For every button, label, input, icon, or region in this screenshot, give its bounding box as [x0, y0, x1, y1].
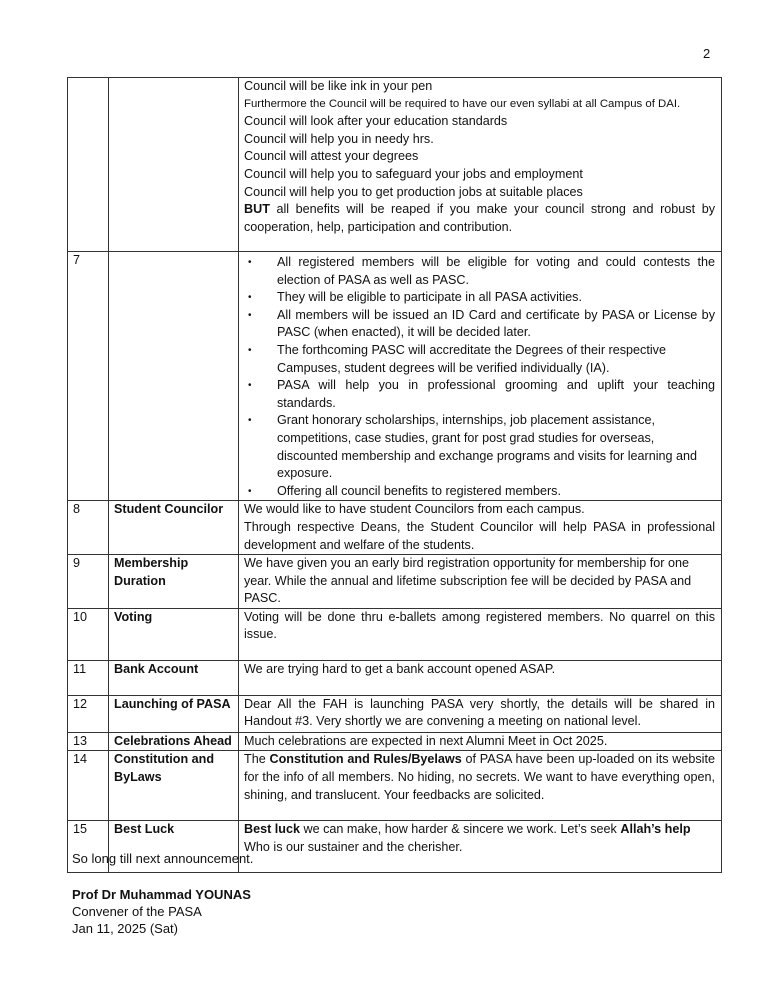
list-item-text: They will be eligible to participate in all PASA activities.	[277, 290, 582, 305]
signature-date: Jan 11, 2025 (Sat)	[72, 921, 178, 936]
bullet-icon: •	[248, 344, 252, 356]
row-content	[239, 608, 722, 660]
row-number: 13	[68, 732, 109, 751]
list-item-text: The forthcoming PASC will accreditate the Degrees of their respective Campuses, student degrees will be verified individually (IA).	[277, 342, 666, 375]
bullet-icon: •	[248, 415, 252, 427]
row-content	[239, 732, 722, 751]
row-topic	[109, 78, 239, 252]
bullet-icon: •	[248, 292, 252, 304]
bold-text: BUT	[244, 202, 270, 217]
bold-text: Constitution and Rules/Byelaws	[269, 752, 462, 767]
list-item	[244, 483, 715, 501]
row-content	[239, 501, 722, 555]
row-content	[239, 821, 722, 873]
bold-text: Allah’s help	[620, 822, 691, 837]
content-paragraph	[244, 751, 715, 804]
list-item	[244, 307, 715, 342]
row-topic: Membership Duration	[109, 555, 239, 609]
table-row	[68, 501, 722, 555]
content-paragraph	[244, 201, 715, 236]
row-topic: Student Councilor	[109, 501, 239, 555]
content-line: Council will help you to get production jobs at suitable places	[244, 184, 583, 199]
row-content	[239, 660, 722, 695]
row-content	[239, 751, 722, 821]
signatory-name: Prof Dr Muhammad YOUNAS	[72, 887, 251, 902]
list-item-text: All members will be issued an ID Card and certificate by PASA or License by PASC (when enacted), it will be decided later.	[277, 307, 715, 340]
row-topic: Launching of PASA	[109, 695, 239, 732]
row-number: 7	[68, 252, 109, 501]
row-number	[68, 78, 109, 252]
row-number: 14	[68, 751, 109, 821]
content-paragraph: We are trying hard to get a bank account opened ASAP.	[244, 661, 556, 676]
table-row	[68, 555, 722, 609]
bullet-icon: •	[248, 309, 252, 321]
row-number: 10	[68, 608, 109, 660]
table-row	[68, 732, 722, 751]
row-topic: Constitution and ByLaws	[109, 751, 239, 821]
content-paragraph: Voting will be done thru e-ballets among registered members. No quarrel on this issue.	[244, 609, 715, 642]
announcement-table	[67, 77, 722, 873]
list-item-text: All registered members will be eligible for voting and could contests the election of PASA as well as PASC.	[277, 255, 715, 287]
list-item	[244, 289, 715, 307]
list-item-text: Offering all council benefits to registered members.	[277, 483, 561, 498]
table-row	[68, 660, 722, 695]
content-line: We would like to have student Councilors from each campus.	[244, 502, 585, 517]
list-item	[244, 412, 715, 482]
bold-text: Best luck	[244, 822, 300, 837]
row-number: 15	[68, 821, 109, 873]
list-item	[244, 377, 715, 412]
row-content	[239, 78, 722, 252]
table-row	[68, 751, 722, 821]
row-topic: Best Luck	[109, 821, 239, 873]
content-text: Who is our sustainer and the cherisher.	[244, 840, 463, 855]
content-text: all benefits will be reaped if you make your council strong and robust by cooperation, help, participation and contribution.	[244, 202, 715, 234]
content-text: The	[244, 752, 270, 767]
content-paragraph: Through respective Deans, the Student Councilor will help PASA in professional development and welfare of the students.	[244, 519, 715, 552]
row-content	[239, 252, 722, 501]
page-number: 2	[703, 46, 711, 61]
list-item-text: Grant honorary scholarships, internships, job placement assistance, competitions, case studies, grant for post grad studies for overseas, discounted membership and exchange programs and visits for learning and exposure.	[277, 413, 698, 481]
content-line: Council will help you in needy hrs.	[244, 131, 434, 146]
row-number: 12	[68, 695, 109, 732]
row-content	[239, 555, 722, 609]
row-topic: Bank Account	[109, 660, 239, 695]
row-number: 11	[68, 660, 109, 695]
signatory-role: Convener of the PASA	[72, 904, 202, 919]
bullet-icon: •	[248, 485, 252, 497]
content-line: Council will be like ink in your pen	[244, 79, 433, 93]
content-paragraph: We have given you an early bird registration opportunity for membership for one year. While the annual and lifetime subscription fee will be decided by PASA and PASC.	[244, 556, 692, 606]
content-text: of PASA have been up-loaded on its website for the info of all members. No hiding, no secrets. We want to have everything open, shining, and translucent. Your feedbacks are solicited.	[244, 752, 715, 802]
bullet-icon: •	[248, 380, 252, 392]
list-item	[244, 342, 715, 377]
list-item	[244, 254, 715, 289]
row-number: 8	[68, 501, 109, 555]
table-row	[68, 695, 722, 732]
table-row	[68, 78, 722, 252]
content-paragraph	[244, 821, 715, 856]
table-row	[68, 608, 722, 660]
bullet-list	[244, 254, 715, 500]
content-line: Furthermore the Council will be required to have our even syllabi at all Campus of DAI.	[244, 97, 681, 110]
content-line: Council will help you to safeguard your jobs and employment	[244, 166, 583, 181]
row-number: 9	[68, 555, 109, 609]
table-row	[68, 252, 722, 501]
content-line: Council will look after your education standards	[244, 114, 508, 129]
bullet-icon: •	[248, 257, 252, 268]
content-line: Council will attest your degrees	[244, 149, 419, 164]
content-text: we can make, how harder & sincere we work. Let’s seek	[300, 822, 621, 837]
row-topic	[109, 252, 239, 501]
content-paragraph: Much celebrations are expected in next Alumni Meet in Oct 2025.	[244, 733, 608, 748]
row-topic: Celebrations Ahead	[109, 732, 239, 751]
row-topic: Voting	[109, 608, 239, 660]
row-content	[239, 695, 722, 732]
list-item-text: PASA will help you in professional grooming and uplift your teaching standards.	[277, 378, 715, 410]
content-paragraph: Dear All the FAH is launching PASA very shortly, the details will be shared in Handout #3. Very shortly we are convening a meeting on national level.	[244, 696, 715, 729]
closing-line: So long till next announcement.	[72, 851, 254, 866]
